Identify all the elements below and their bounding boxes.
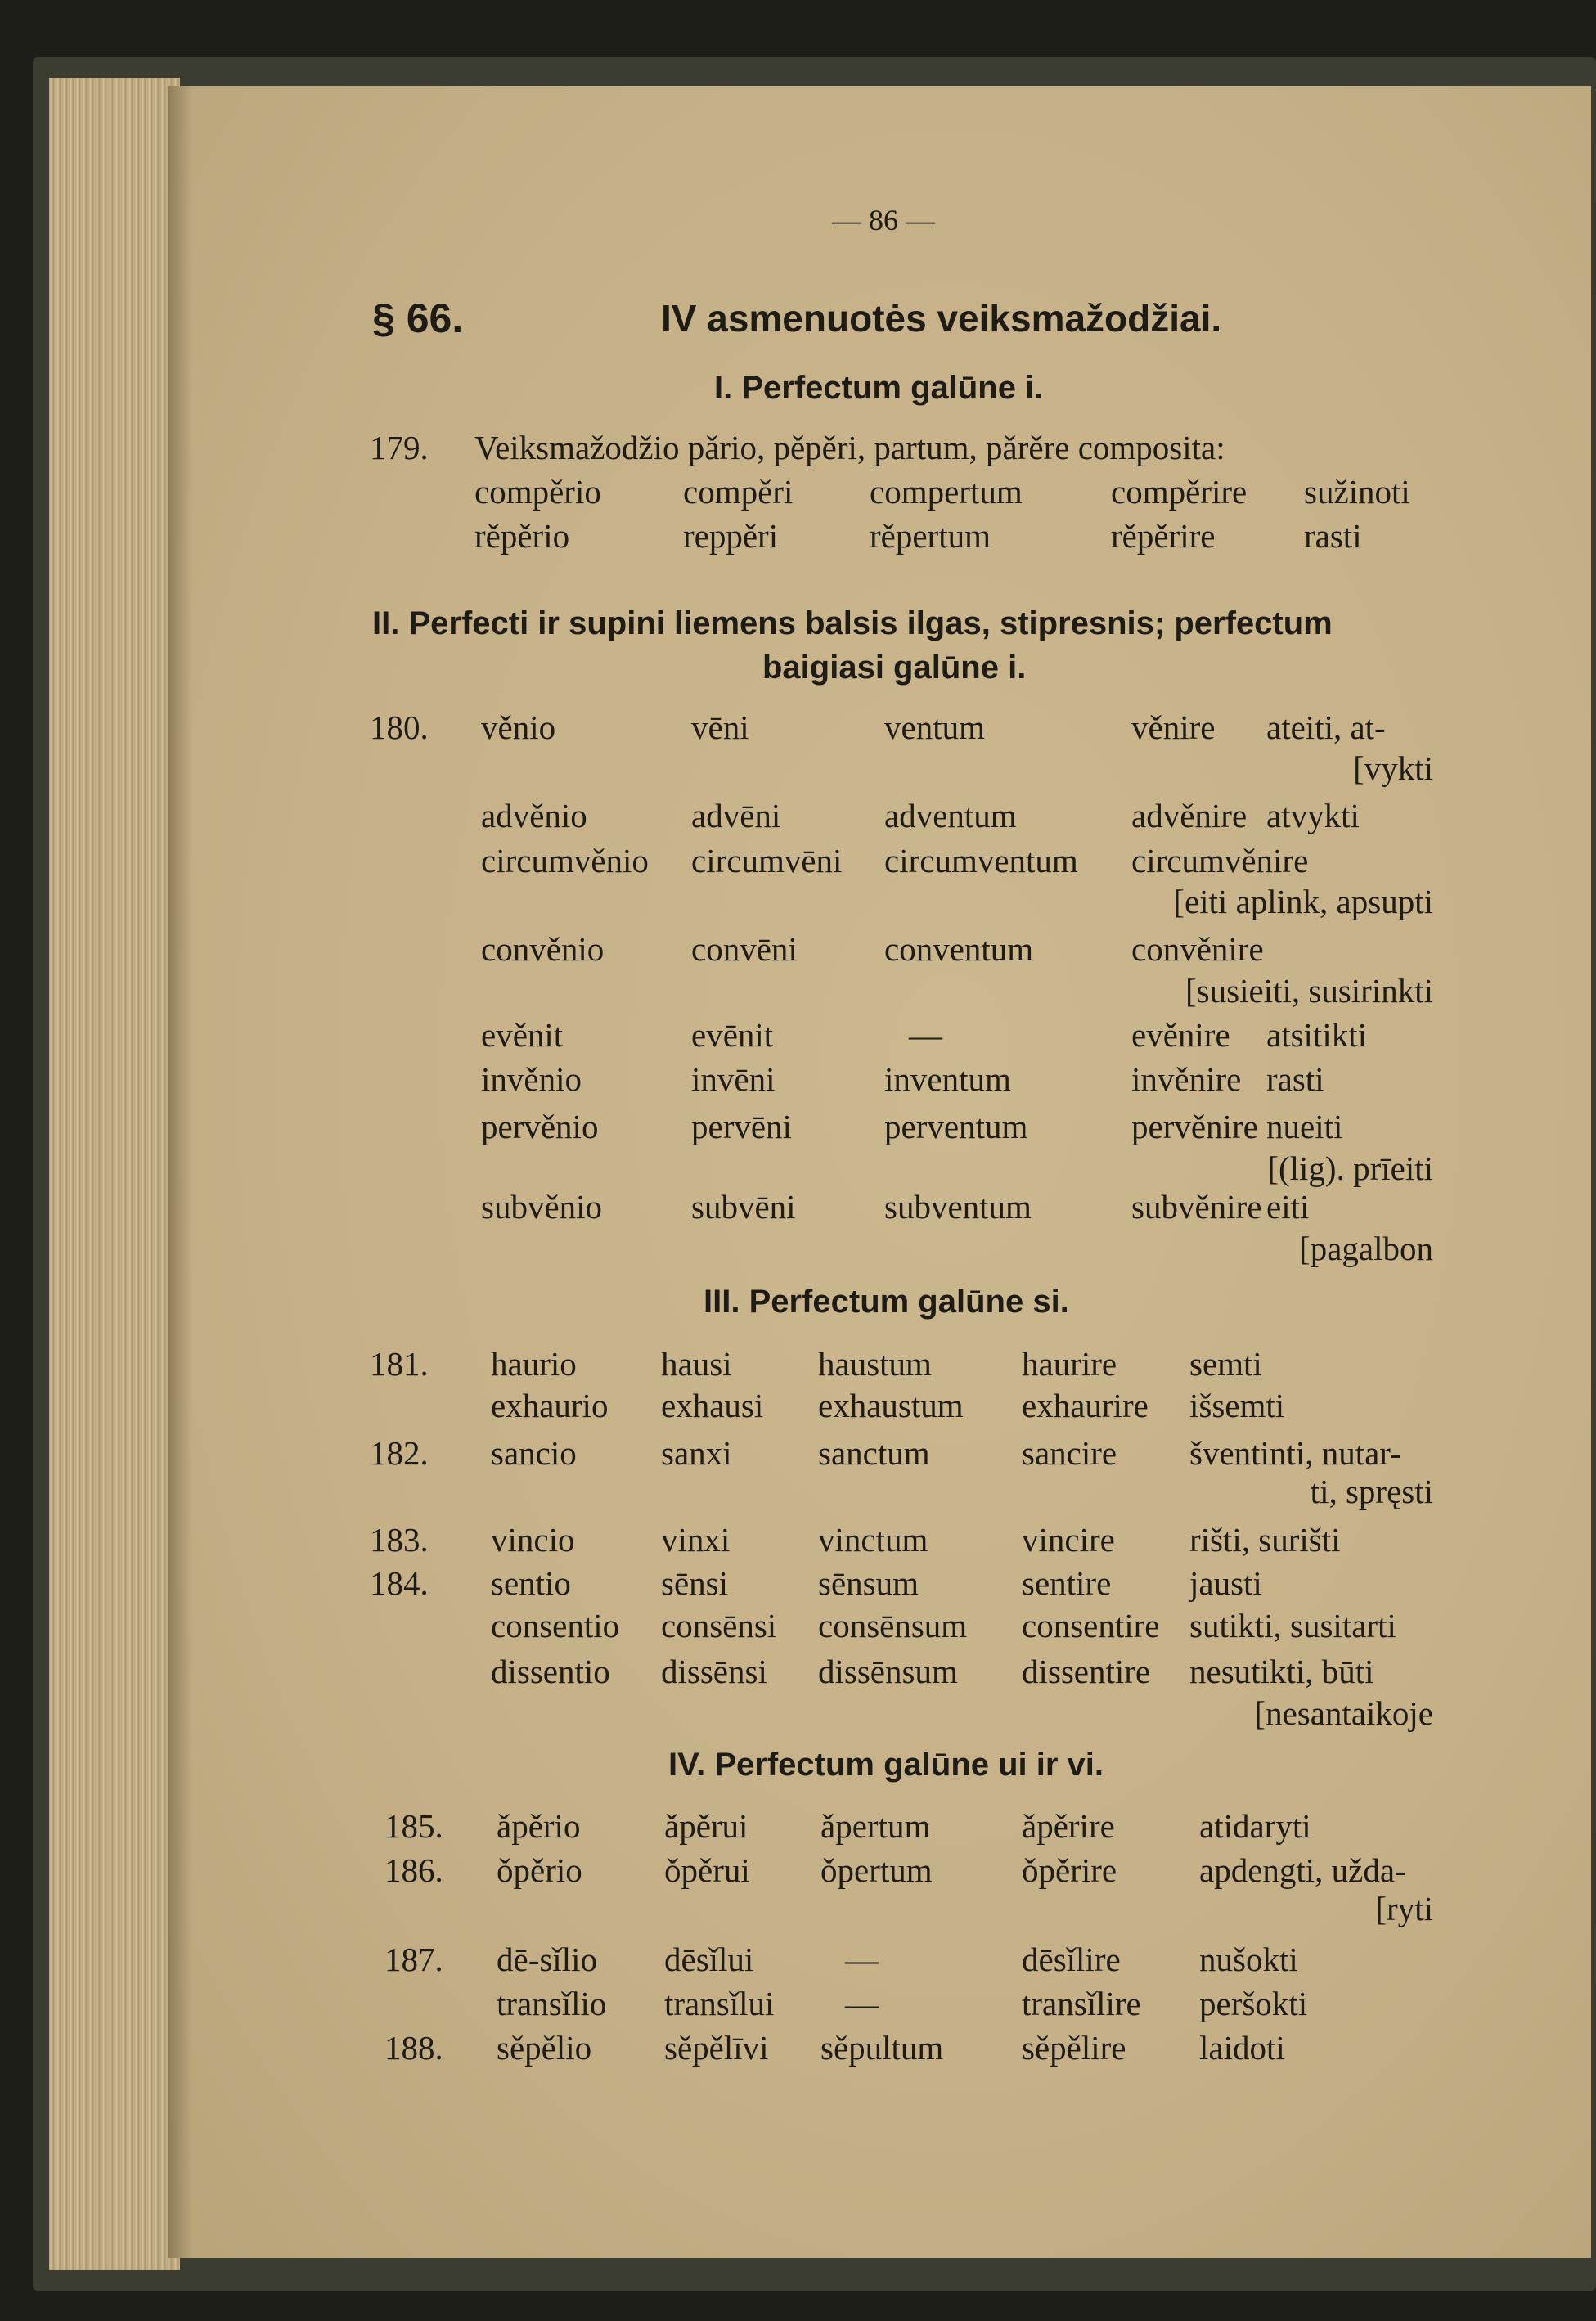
perfect-form: exhausi bbox=[661, 1387, 764, 1424]
perfect-form: convēni bbox=[691, 930, 798, 968]
perfect-form: compěri bbox=[683, 473, 794, 511]
entry-number: 182. bbox=[370, 1434, 429, 1472]
translation-continuation: [susieiti, susirinkti bbox=[1185, 972, 1433, 1010]
supine-form: circumventum bbox=[884, 842, 1078, 879]
entry-number: 179. bbox=[370, 429, 429, 466]
continuation-line bbox=[0, 1471, 1596, 1517]
infinitive-form: dissentire bbox=[1022, 1653, 1151, 1690]
present-form: sentio bbox=[491, 1564, 571, 1602]
present-form: dissentio bbox=[491, 1653, 610, 1690]
section-mark: § 66. bbox=[372, 295, 464, 341]
page-number: — 86 — bbox=[832, 204, 935, 236]
perfect-form: transǐlui bbox=[664, 1985, 775, 2022]
translation: rišti, surišti bbox=[1189, 1521, 1341, 1559]
table-row bbox=[0, 1983, 1596, 2029]
infinitive-form: advěnire bbox=[1131, 797, 1248, 834]
table-row bbox=[0, 471, 1596, 517]
translation: laidoti bbox=[1199, 2029, 1285, 2067]
translation: eiti bbox=[1266, 1188, 1310, 1226]
translation: jausti bbox=[1189, 1564, 1262, 1602]
subheading-3: III. Perfectum galūne si. bbox=[704, 1284, 1069, 1320]
supine-form: — bbox=[845, 1941, 879, 1978]
infinitive-form: exhaurire bbox=[1022, 1387, 1149, 1424]
translation: rasti bbox=[1304, 517, 1362, 555]
perfect-form: dēsǐlui bbox=[664, 1941, 754, 1978]
present-form: advěnio bbox=[481, 797, 587, 834]
table-row bbox=[0, 1186, 1596, 1232]
subheading-4: IV. Perfectum galūne ui ir vi. bbox=[668, 1747, 1104, 1783]
entry-number: 186. bbox=[384, 1851, 443, 1889]
entry-number: 188. bbox=[384, 2029, 443, 2067]
infinitive-form: consentire bbox=[1022, 1607, 1160, 1644]
table-row bbox=[0, 1059, 1596, 1104]
supine-form: rěpertum bbox=[870, 517, 991, 555]
table-row bbox=[0, 1806, 1596, 1851]
entry-number: 187. bbox=[384, 1941, 443, 1978]
infinitive-form: haurire bbox=[1022, 1345, 1117, 1383]
translation: atvykti bbox=[1266, 797, 1360, 834]
perfect-form: evēnit bbox=[691, 1016, 774, 1054]
perfect-form: advēni bbox=[691, 797, 781, 834]
present-form: evěnit bbox=[481, 1016, 564, 1054]
supine-form: consēnsum bbox=[818, 1607, 968, 1644]
present-form: sancio bbox=[491, 1434, 577, 1472]
translation-continuation: [eiti aplink, apsupti bbox=[1173, 883, 1433, 920]
supine-form: haustum bbox=[818, 1345, 932, 1383]
perfect-form: sanxi bbox=[661, 1434, 732, 1472]
translation-continuation: [nesantaikoje bbox=[1254, 1694, 1433, 1732]
table-row bbox=[0, 1605, 1596, 1651]
supine-form: — bbox=[909, 1016, 942, 1054]
supine-form: inventum bbox=[884, 1060, 1011, 1098]
continuation-line bbox=[0, 1693, 1596, 1739]
entry-number: 185. bbox=[384, 1807, 443, 1845]
infinitive-form: ǎpěrire bbox=[1022, 1807, 1115, 1845]
infinitive-form: sancire bbox=[1022, 1434, 1117, 1472]
table-row bbox=[0, 795, 1596, 841]
present-form: invěnio bbox=[481, 1060, 582, 1098]
entry-number: 183. bbox=[370, 1521, 429, 1559]
perfect-form: sēnsi bbox=[661, 1564, 728, 1602]
entry-text: Veiksmažodžio pǎrio, pěpěri, partum, pǎrěre composita: bbox=[474, 429, 1225, 466]
translation-continuation: [vykti bbox=[1353, 749, 1433, 787]
translation-continuation: [(lig). prīeiti bbox=[1267, 1149, 1433, 1187]
present-form: subvěnio bbox=[481, 1188, 603, 1226]
infinitive-form: transǐlire bbox=[1022, 1985, 1141, 2022]
entry-number: 180. bbox=[370, 708, 429, 746]
table-row bbox=[0, 2027, 1596, 2073]
translation: sutikti, susitarti bbox=[1189, 1607, 1396, 1644]
translation: apdengti, užda- bbox=[1199, 1851, 1406, 1889]
present-form: sěpělio bbox=[497, 2029, 592, 2067]
infinitive-form: pervěnire bbox=[1131, 1108, 1258, 1145]
infinitive-form: compěrire bbox=[1111, 473, 1248, 511]
continuation-line bbox=[0, 970, 1596, 1016]
perfect-form: vinxi bbox=[661, 1521, 731, 1559]
present-form: pervěnio bbox=[481, 1108, 599, 1145]
infinitive-form: dēsǐlire bbox=[1022, 1941, 1121, 1978]
present-form: circumvěnio bbox=[481, 842, 649, 879]
translation: nušokti bbox=[1199, 1941, 1298, 1978]
present-form: ǎpěrio bbox=[497, 1807, 581, 1845]
continuation-line bbox=[0, 1228, 1596, 1274]
infinitive-form: evěnire bbox=[1131, 1016, 1230, 1054]
infinitive-form: circumvěnire bbox=[1131, 842, 1309, 879]
table-row bbox=[0, 1343, 1596, 1389]
table-row bbox=[0, 840, 1596, 886]
supine-form: dissēnsum bbox=[818, 1653, 958, 1690]
infinitive-form: convěnire bbox=[1131, 930, 1264, 968]
translation: nueiti bbox=[1266, 1108, 1343, 1145]
table-row bbox=[0, 427, 1596, 473]
infinitive-form: subvěnire bbox=[1131, 1188, 1262, 1226]
supine-form: vinctum bbox=[818, 1521, 928, 1559]
translation: rasti bbox=[1266, 1060, 1324, 1098]
table-row bbox=[0, 1106, 1596, 1152]
perfect-form: subvēni bbox=[691, 1188, 796, 1226]
supine-form: conventum bbox=[884, 930, 1034, 968]
present-form: věnio bbox=[481, 708, 556, 746]
table-row bbox=[0, 1563, 1596, 1608]
infinitive-form: věnire bbox=[1131, 708, 1216, 746]
perfect-form: vēni bbox=[691, 708, 749, 746]
present-form: dē-sǐlio bbox=[497, 1941, 597, 1978]
subheading-2-cont: baigiasi galūne i. bbox=[762, 650, 1027, 686]
table-row bbox=[0, 1014, 1596, 1060]
table-row bbox=[0, 1939, 1596, 1985]
perfect-form: sěpělīvi bbox=[664, 2029, 769, 2067]
perfect-form: reppěri bbox=[683, 517, 779, 555]
translation: šventinti, nutar- bbox=[1189, 1434, 1401, 1472]
continuation-line bbox=[0, 881, 1596, 927]
translation-continuation: [ryti bbox=[1375, 1890, 1433, 1927]
infinitive-form: invěnire bbox=[1131, 1060, 1242, 1098]
table-row bbox=[0, 1519, 1596, 1565]
supine-form: — bbox=[845, 1985, 879, 2022]
supine-form: perventum bbox=[884, 1108, 1028, 1145]
translation: sužinoti bbox=[1304, 473, 1410, 511]
supine-form: subventum bbox=[884, 1188, 1032, 1226]
present-form: haurio bbox=[491, 1345, 577, 1383]
table-row bbox=[0, 707, 1596, 753]
table-row bbox=[0, 515, 1596, 561]
table-row bbox=[0, 929, 1596, 974]
perfect-form: consēnsi bbox=[661, 1607, 777, 1644]
supine-form: ǎpertum bbox=[820, 1807, 931, 1845]
present-form: convěnio bbox=[481, 930, 605, 968]
perfect-form: dissēnsi bbox=[661, 1653, 767, 1690]
translation-continuation: ti, spręsti bbox=[1310, 1473, 1433, 1510]
section-title: IV asmenuotės veiksmažodžiai. bbox=[661, 297, 1222, 340]
present-form: compěrio bbox=[474, 473, 601, 511]
supine-form: exhaustum bbox=[818, 1387, 964, 1424]
supine-form: sěpultum bbox=[820, 2029, 944, 2067]
continuation-line bbox=[0, 748, 1596, 794]
supine-form: ǒpertum bbox=[820, 1851, 933, 1889]
translation: išsemti bbox=[1189, 1387, 1285, 1424]
infinitive-form: sentire bbox=[1022, 1564, 1112, 1602]
present-form: transǐlio bbox=[497, 1985, 607, 2022]
perfect-form: invēni bbox=[691, 1060, 776, 1098]
infinitive-form: ǒpěrire bbox=[1022, 1851, 1117, 1889]
supine-form: compertum bbox=[870, 473, 1023, 511]
perfect-form: hausi bbox=[661, 1345, 732, 1383]
perfect-form: ǎpěrui bbox=[664, 1807, 749, 1845]
continuation-line bbox=[0, 1888, 1596, 1934]
supine-form: adventum bbox=[884, 797, 1017, 834]
supine-form: sanctum bbox=[818, 1434, 930, 1472]
translation: atsitikti bbox=[1266, 1016, 1367, 1054]
present-form: rěpěrio bbox=[474, 517, 570, 555]
translation: atidaryti bbox=[1199, 1807, 1311, 1845]
present-form: exhaurio bbox=[491, 1387, 609, 1424]
perfect-form: pervēni bbox=[691, 1108, 792, 1145]
translation-continuation: [pagalbon bbox=[1299, 1230, 1433, 1267]
subheading-2: II. Perfecti ir supini liemens balsis ilgas, stipresnis; perfectum bbox=[372, 605, 1333, 641]
perfect-form: ǒpěrui bbox=[664, 1851, 750, 1889]
translation: ateiti, at- bbox=[1266, 708, 1386, 746]
entry-number: 184. bbox=[370, 1564, 429, 1602]
translation: nesutikti, būti bbox=[1189, 1653, 1374, 1690]
infinitive-form: sěpělire bbox=[1022, 2029, 1126, 2067]
entry-number: 181. bbox=[370, 1345, 429, 1383]
present-form: consentio bbox=[491, 1607, 620, 1644]
infinitive-form: vincire bbox=[1022, 1521, 1115, 1559]
translation: semti bbox=[1189, 1345, 1262, 1383]
perfect-form: circumvēni bbox=[691, 842, 843, 879]
supine-form: ventum bbox=[884, 708, 985, 746]
subheading-1: I. Perfectum galūne i. bbox=[714, 370, 1044, 406]
present-form: ǒpěrio bbox=[497, 1851, 582, 1889]
supine-form: sēnsum bbox=[818, 1564, 919, 1602]
table-row bbox=[0, 1651, 1596, 1697]
translation: peršokti bbox=[1199, 1985, 1308, 2022]
table-row bbox=[0, 1385, 1596, 1431]
infinitive-form: rěpěrire bbox=[1111, 517, 1216, 555]
present-form: vincio bbox=[491, 1521, 575, 1559]
